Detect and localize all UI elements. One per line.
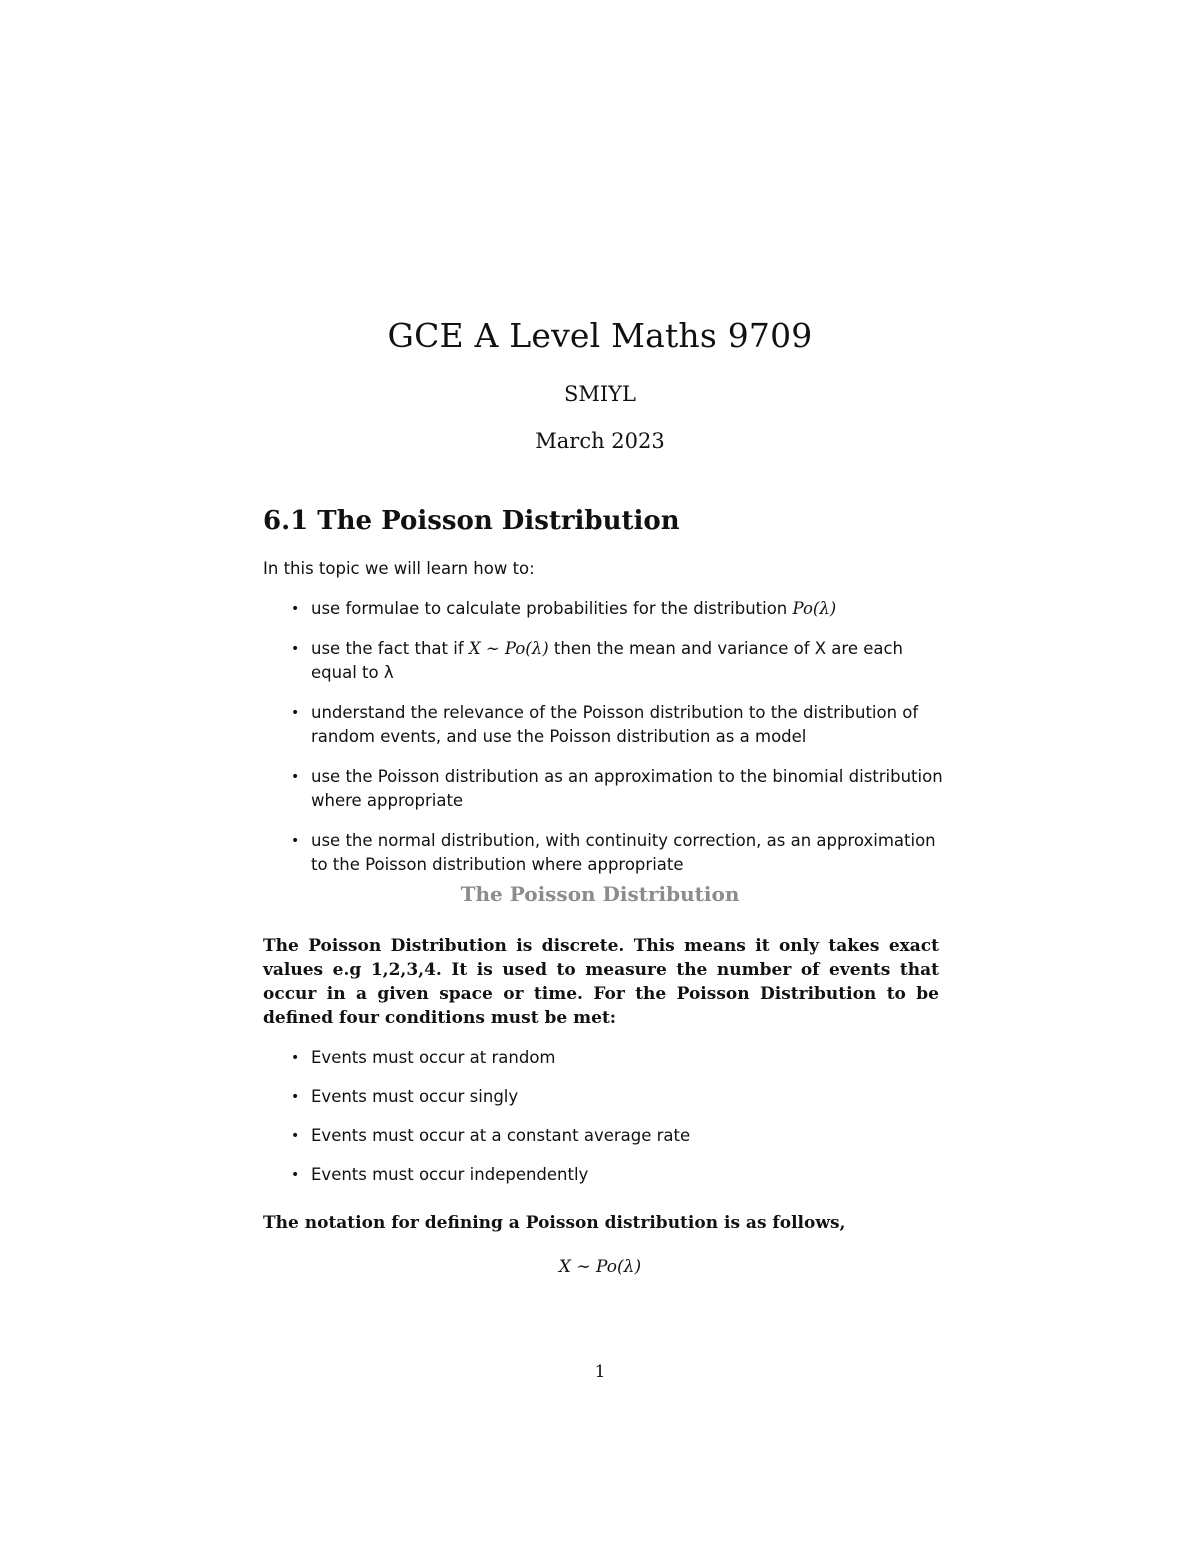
- bullet-icon: •: [291, 1128, 300, 1144]
- list-item: • use formulae to calculate probabilities for the distribution Po(λ): [263, 597, 871, 621]
- list-item: • use the normal distribution, with continuity correction, as an approximation to the Poisson distribution where appropriate: [291, 831, 936, 874]
- math-expression: Po(λ): [792, 599, 837, 618]
- document-title: GCE A Level Maths 9709: [387, 316, 813, 355]
- bullet-icon: •: [291, 769, 300, 785]
- list-item: • Events must occur at a constant average rate: [263, 1124, 943, 1148]
- math-expression: X ∼ Po(λ): [468, 639, 549, 658]
- list-item: • Events must occur at random: [263, 1046, 943, 1070]
- notation-intro: The notation for defining a Poisson distribution is as follows,: [263, 1213, 846, 1233]
- conditions-list: [263, 1046, 943, 1202]
- document-date: March 2023: [535, 429, 665, 453]
- section-intro: In this topic we will learn how to:: [263, 559, 535, 578]
- bullet-icon: •: [291, 641, 300, 657]
- learning-objectives-list: [263, 597, 943, 893]
- document-author: SMIYL: [564, 382, 636, 406]
- list-item: • understand the relevance of the Poisson distribution to the distribution of random events, and use the Poisson distribution as a model: [291, 703, 919, 746]
- subsection-heading: The Poisson Distribution: [460, 882, 740, 906]
- bullet-icon: •: [291, 601, 300, 617]
- bullet-icon: •: [291, 1089, 300, 1105]
- list-item: • Events must occur singly: [263, 1085, 943, 1109]
- bullet-icon: •: [291, 705, 300, 721]
- definition-paragraph: The Poisson Distribution is discrete. This means it only takes exact values e.g 1,2,3,4. It is used to measure the number of events that occur in a given space or time. For the Poisson Distribution to be defined four conditions must be met:: [263, 936, 939, 1028]
- list-item: • Events must occur independently: [263, 1163, 943, 1187]
- bullet-icon: •: [291, 1167, 300, 1183]
- list-item: • use the Poisson distribution as an approximation to the binomial distribution where appropriate: [291, 767, 943, 810]
- notation-formula: X ∼ Po(λ): [558, 1257, 642, 1277]
- list-item: • use the fact that if X ∼ Po(λ) then the mean and variance of X are each equal to λ: [291, 639, 904, 682]
- page-number: 1: [594, 1362, 606, 1382]
- bullet-icon: •: [291, 1050, 300, 1066]
- section-heading: 6.1 The Poisson Distribution: [263, 506, 680, 536]
- bullet-icon: •: [291, 833, 300, 849]
